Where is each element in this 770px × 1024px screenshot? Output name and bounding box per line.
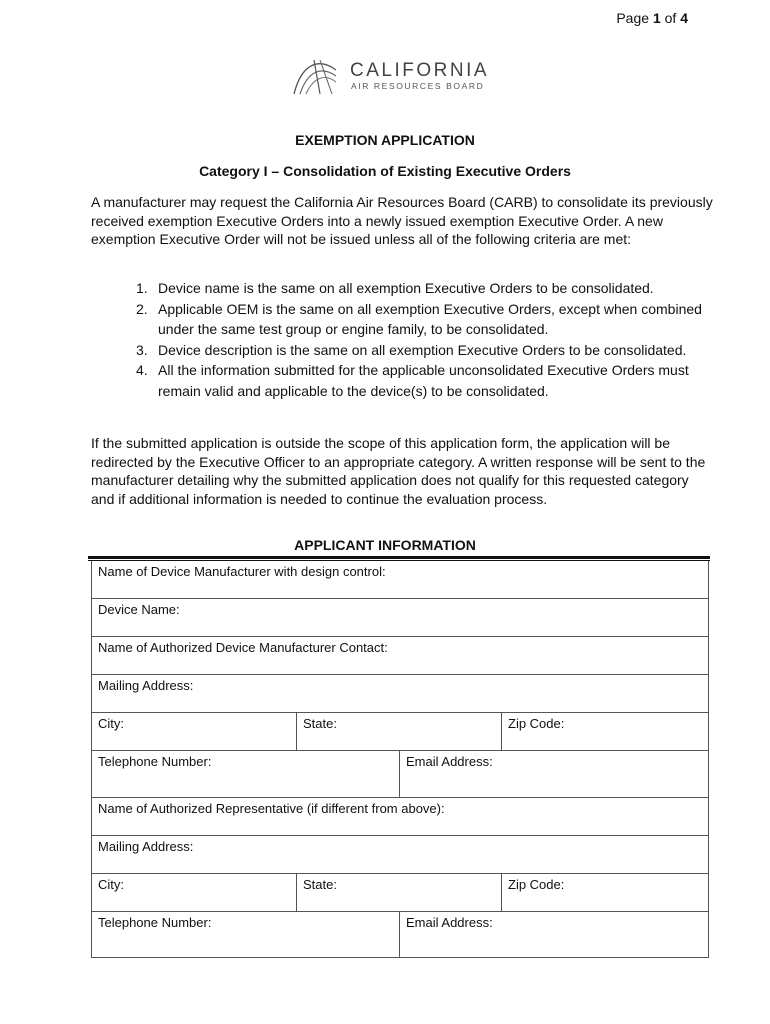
section-divider-thick bbox=[88, 556, 710, 559]
state-field[interactable]: State: bbox=[296, 713, 501, 751]
logo-subtitle: AIR RESOURCES BOARD bbox=[351, 81, 485, 91]
representative-city-field[interactable]: City: bbox=[91, 874, 296, 912]
representative-state-field[interactable]: State: bbox=[296, 874, 501, 912]
applicant-section-title: APPLICANT INFORMATION bbox=[294, 537, 476, 553]
email-field[interactable]: Email Address: bbox=[399, 751, 709, 798]
criteria-item: 2. Applicable OEM is the same on all exemption Executive Orders, except when combined under the same test group or engine family, to be consolidated. bbox=[136, 300, 702, 337]
representative-telephone-field[interactable]: Telephone Number: bbox=[91, 912, 399, 958]
carb-logo bbox=[292, 56, 492, 96]
mailing-address-field[interactable]: Mailing Address: bbox=[91, 675, 709, 713]
representative-mailing-address-field[interactable]: Mailing Address: bbox=[91, 836, 709, 874]
zip-code-field[interactable]: Zip Code: bbox=[501, 713, 709, 751]
manufacturer-contact-field[interactable]: Name of Authorized Device Manufacturer Contact: bbox=[91, 637, 709, 675]
intro-paragraph: A manufacturer may request the California Air Resources Board (CARB) to consolidate its previously received exemption Executive Orders into a newly issued exemption Executive Order. A new exemption Executive Order will not be issued unless all of the following criteria are met: bbox=[91, 194, 713, 247]
carb-logo-mark-icon bbox=[292, 56, 354, 96]
city-field[interactable]: City: bbox=[91, 713, 296, 751]
telephone-field[interactable]: Telephone Number: bbox=[91, 751, 399, 798]
page-number: Page 1 of 4 bbox=[616, 10, 688, 26]
manufacturer-field[interactable]: Name of Device Manufacturer with design control: bbox=[91, 561, 709, 599]
device-name-field[interactable]: Device Name: bbox=[91, 599, 709, 637]
logo-wordmark: CALIFORNIA bbox=[350, 60, 490, 81]
criteria-item: 4. All the information submitted for the applicable unconsolidated Executive Orders must remain valid and applicable to the device(s) to be consolidated. bbox=[136, 362, 689, 399]
criteria-item: 1. Device name is the same on all exemption Executive Orders to be consolidated. bbox=[136, 280, 654, 296]
representative-zip-code-field[interactable]: Zip Code: bbox=[501, 874, 709, 912]
document-subtitle: Category I – Consolidation of Existing Executive Orders bbox=[199, 163, 571, 179]
applicant-form bbox=[91, 561, 709, 958]
representative-email-field[interactable]: Email Address: bbox=[399, 912, 709, 958]
scope-paragraph: If the submitted application is outside the scope of this application form, the application will be redirected by the Executive Officer to an appropriate category. A written response will be sent to the manufacturer detailing why the submitted application does not qualify for this requested category and if additional information is needed to continue the evaluation process. bbox=[91, 435, 706, 507]
criteria-item: 3. Device description is the same on all exemption Executive Orders to be consolidated. bbox=[136, 341, 687, 358]
criteria-list bbox=[136, 278, 706, 401]
representative-field[interactable]: Name of Authorized Representative (if different from above): bbox=[91, 798, 709, 836]
document-title: EXEMPTION APPLICATION bbox=[295, 132, 475, 148]
